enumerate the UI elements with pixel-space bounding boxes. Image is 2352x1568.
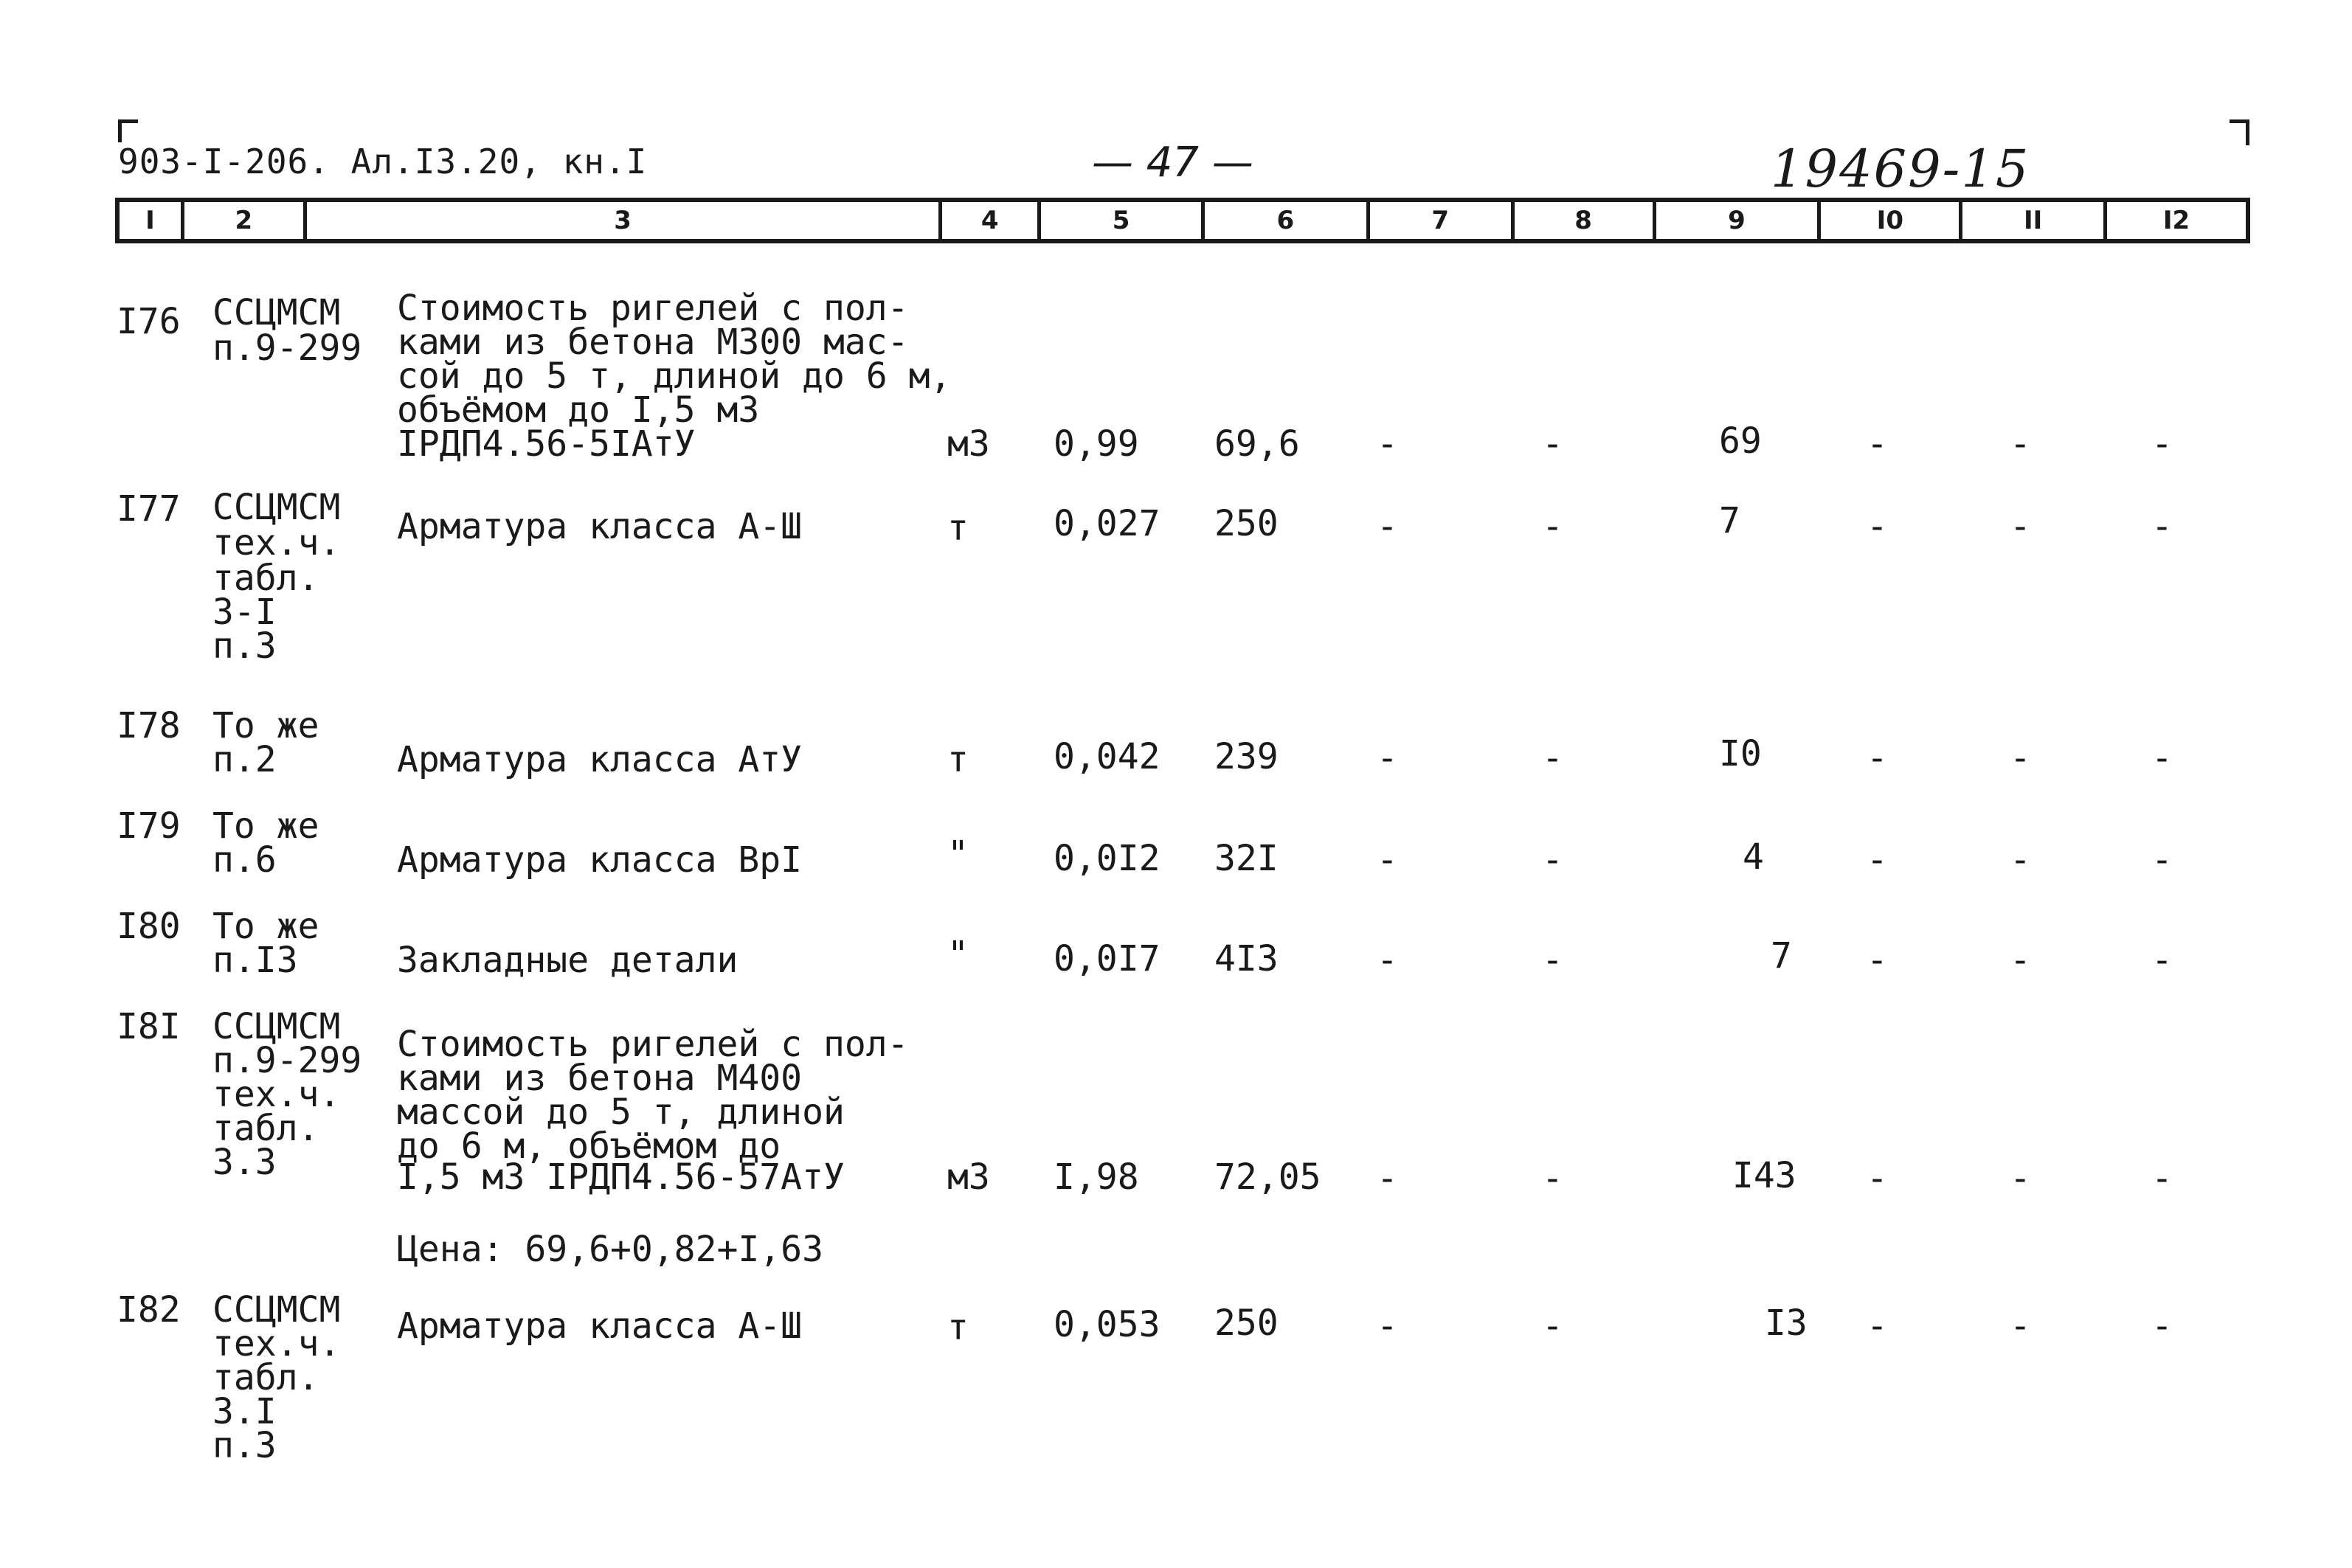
unit-price: 239 — [1214, 736, 1279, 777]
cell-col10: - — [1867, 506, 1888, 547]
description-line: Арматура класса А-Ш — [397, 506, 803, 547]
cell-col12: - — [2151, 506, 2173, 547]
unit-price: 250 — [1214, 503, 1279, 544]
description-line: массой до 5 т, длиной — [397, 1092, 845, 1133]
basis-line: То же — [212, 906, 319, 947]
cell-col11: - — [2010, 506, 2031, 547]
cell-col8: - — [1542, 738, 1563, 779]
basis-line: п.3 — [212, 625, 277, 667]
unit: т — [947, 739, 969, 780]
column-header-6: 6 — [1205, 202, 1370, 239]
basis-line: п.9-299 — [212, 327, 362, 369]
basis-line: 3-I — [212, 592, 277, 633]
quantity: 0,053 — [1054, 1304, 1161, 1345]
column-header-7: 7 — [1370, 202, 1515, 239]
unit-price: 32I — [1214, 838, 1279, 879]
unit: " — [947, 934, 969, 975]
cell-col8: - — [1542, 940, 1563, 981]
unit-price: 4I3 — [1214, 938, 1279, 979]
description-line: ками из бетона М400 — [397, 1058, 803, 1099]
description-line: Арматура класса АтУ — [397, 739, 803, 780]
basis-line: п.6 — [212, 839, 277, 881]
basis-line: п.I3 — [212, 940, 298, 981]
cell-col7: - — [1377, 738, 1398, 779]
description-line: ками из бетона М300 мас- — [397, 322, 909, 363]
unit: м3 — [947, 1156, 990, 1198]
cell-col9: I0 — [1719, 733, 1762, 774]
basis-line: То же — [212, 705, 319, 746]
description-line: Стоимость ригелей с пол- — [397, 1024, 909, 1065]
cell-col7: - — [1377, 1158, 1398, 1199]
basis-line: То же — [212, 805, 319, 847]
unit-price: 72,05 — [1214, 1156, 1321, 1198]
row-number: I79 — [117, 805, 181, 847]
cell-col10: - — [1867, 738, 1888, 779]
cell-col12: - — [2151, 1158, 2173, 1199]
basis-line: тех.ч. — [212, 522, 341, 563]
cell-col7: - — [1377, 839, 1398, 881]
cell-col12: - — [2151, 423, 2173, 465]
row-number: I77 — [117, 488, 181, 530]
page-number: — 47 — — [1092, 139, 1253, 187]
row-number: I76 — [117, 301, 181, 342]
basis-line: тех.ч. — [212, 1074, 341, 1115]
cell-col12: - — [2151, 1305, 2173, 1347]
cell-col8: - — [1542, 1158, 1563, 1199]
basis-line: ССЦМСМ — [212, 487, 341, 528]
cell-col11: - — [2010, 423, 2031, 465]
column-header-11: II — [1962, 202, 2107, 239]
quantity: 0,042 — [1054, 736, 1161, 777]
quantity: 0,0I7 — [1054, 938, 1161, 979]
basis-line: табл. — [212, 1357, 319, 1398]
cell-col10: - — [1867, 839, 1888, 881]
basis-line: табл. — [212, 1108, 319, 1149]
unit: т — [947, 1307, 969, 1348]
basis-line: ССЦМСМ — [212, 1006, 341, 1047]
unit-price: 250 — [1214, 1302, 1279, 1344]
cell-col9: I43 — [1732, 1155, 1796, 1196]
row-number: I8I — [117, 1006, 181, 1047]
cell-col7: - — [1377, 1305, 1398, 1347]
basis-line: п.2 — [212, 739, 277, 780]
document-reference: 903-I-206. Ал.I3.20, кн.I — [118, 142, 648, 181]
column-header-9: 9 — [1656, 202, 1822, 239]
basis-line: тех.ч. — [212, 1323, 341, 1364]
cell-col7: - — [1377, 423, 1398, 465]
cell-col9: 7 — [1771, 935, 1792, 976]
cell-col10: - — [1867, 423, 1888, 465]
column-header-3: 3 — [307, 202, 942, 239]
cell-col10: - — [1867, 1158, 1888, 1199]
cell-col12: - — [2151, 839, 2173, 881]
cell-col11: - — [2010, 738, 2031, 779]
cell-col11: - — [2010, 1158, 2031, 1199]
cell-col8: - — [1542, 506, 1563, 547]
cell-col9: 4 — [1743, 836, 1764, 878]
basis-line: п.9-299 — [212, 1040, 362, 1081]
description-line: I,5 м3 IРДП4.56-57АтУ — [397, 1156, 845, 1198]
cell-col9: 69 — [1719, 420, 1762, 462]
cell-col10: - — [1867, 940, 1888, 981]
column-header-8: 8 — [1515, 202, 1656, 239]
description-line: до 6 м, объёмом до — [397, 1125, 781, 1167]
cell-col11: - — [2010, 1305, 2031, 1347]
column-header-10: I0 — [1821, 202, 1962, 239]
cell-col11: - — [2010, 940, 2031, 981]
description-line: IРДП4.56-5IАтУ — [397, 423, 696, 465]
cell-col8: - — [1542, 1305, 1563, 1347]
unit: т — [947, 507, 969, 549]
cell-col8: - — [1542, 839, 1563, 881]
corner-mark-right — [2230, 119, 2249, 145]
cell-col7: - — [1377, 940, 1398, 981]
column-header-2: 2 — [184, 202, 307, 239]
row-number: I80 — [117, 906, 181, 947]
corner-mark-left — [118, 119, 138, 142]
description-line: Стоимость ригелей с пол- — [397, 288, 909, 329]
cell-col9: I3 — [1765, 1302, 1808, 1344]
price-note: Цена: 69,6+0,82+I,63 — [397, 1229, 823, 1270]
unit: " — [947, 833, 969, 875]
row-number: I78 — [117, 705, 181, 746]
description-line: Закладные детали — [397, 940, 739, 981]
description-line: объёмом до I,5 м3 — [397, 389, 760, 431]
column-header-5: 5 — [1041, 202, 1205, 239]
basis-line: 3.I — [212, 1391, 277, 1432]
unit-price: 69,6 — [1214, 423, 1300, 465]
cell-col12: - — [2151, 738, 2173, 779]
description-line: сой до 5 т, длиной до 6 м, — [397, 355, 952, 397]
basis-line: ССЦМСМ — [212, 292, 341, 333]
column-header-1: I — [120, 202, 184, 239]
cell-col7: - — [1377, 506, 1398, 547]
column-header-12: I2 — [2162, 206, 2190, 235]
cell-col9: 7 — [1719, 500, 1740, 541]
quantity: I,98 — [1054, 1156, 1139, 1198]
basis-line: п.3 — [212, 1425, 277, 1466]
quantity: 0,027 — [1054, 503, 1161, 544]
description-line: Арматура класса ВрI — [397, 839, 803, 881]
basis-line: 3.3 — [212, 1142, 277, 1183]
basis-line: ССЦМСМ — [212, 1289, 341, 1331]
quantity: 0,99 — [1054, 423, 1139, 465]
row-number: I82 — [117, 1289, 181, 1331]
basis-line: табл. — [212, 558, 319, 599]
cell-col10: - — [1867, 1305, 1888, 1347]
description-line: Арматура класса А-Ш — [397, 1305, 803, 1347]
column-number-header — [115, 198, 2250, 243]
unit: м3 — [947, 423, 990, 465]
handwritten-code: 19469-15 — [1771, 139, 2030, 199]
cell-col12: - — [2151, 940, 2173, 981]
quantity: 0,0I2 — [1054, 838, 1161, 879]
cell-col11: - — [2010, 839, 2031, 881]
cell-col8: - — [1542, 423, 1563, 465]
column-header-4: 4 — [942, 202, 1041, 239]
